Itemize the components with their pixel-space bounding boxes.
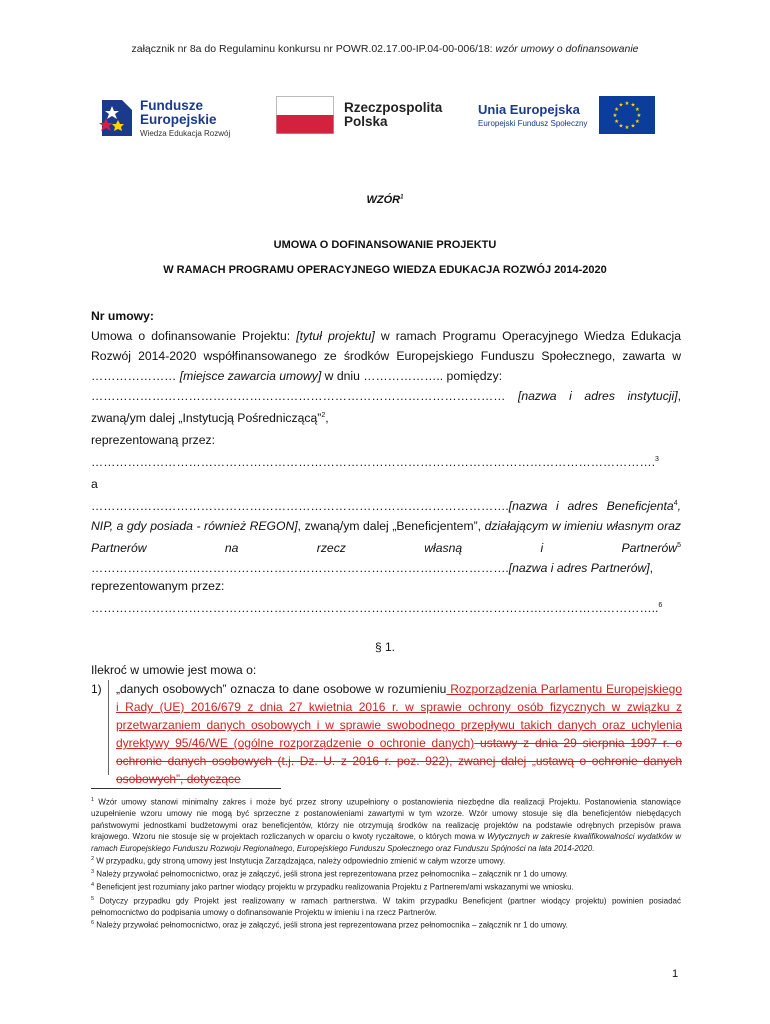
- fe-sub: Wiedza Edukacja Rozwój: [140, 128, 231, 138]
- agreement-subtitle: W RAMACH PROGRAMU OPERACYJNEGO WIEDZA EDUKACJA ROZWÓJ 2014-2020: [163, 264, 607, 276]
- institution-text: , zwaną/ym dalej „Instytucją Pośredniczącą”: [91, 389, 681, 426]
- beneficiary-dots: ………………………………………………………………………………………….: [91, 499, 509, 514]
- wzor-title: [0, 194, 770, 206]
- institution-comma: ,: [325, 411, 329, 426]
- dots-1-footnote-ref: 3: [655, 456, 659, 463]
- project-title-placeholder: [tytuł projektu]: [296, 329, 375, 343]
- item-1-inserted-text: Rozporządzenia Parlamentu Europejskiego i Rady (UE) 2016/679 z dnia 27 kwietnia 2016 r. w sprawie ochrony osób fizycznych w związku z przetwarzaniem danych osobowych i w sprawie swobodnego przepływu takich danych oraz uchylenia dyrektywy 95/46/WE (ogólne rozporządzenie o ochronie danych): [116, 682, 682, 750]
- footnote-4-text: Beneficjent jest rozumiany jako partner wiodący projektu w przypadku realizowania Projektu z Partnerem/ami wskazanymi we wniosku.: [94, 883, 574, 893]
- partners-comma: ,: [649, 561, 654, 576]
- unia-europejska-logo: [478, 96, 655, 134]
- rzeczpospolita-polska-logo: [276, 96, 442, 134]
- footnote-1-text: Wzór umowy stanowi minimalny zakres i może być przez strony uzupełniony o postanowienia niezbędne dla realizacji Projektu. Postanowienia stanowiące uzupełnienie wzoru umowy nie mogą być sprzeczne z postanowieniami zawartymi w tym wzorze. Wzór umowy stosuje się dla beneficjentów niebędących państwowymi jednostkami budżetowymi oraz beneficjentów, którzy nie otrzymują środków na realizację projektów na podstawie odrębnych przepisów prawa krajowego. Wzoru nie stosuje się w projektach rozliczanych w oparciu o kwoty ryczałtowe, o których mowa w: [91, 797, 681, 842]
- footnotes: [91, 795, 681, 931]
- beneficiary-text: , zwaną/ym dalej „Beneficjentem”,: [297, 519, 485, 534]
- section-1-sign: § 1.: [374, 640, 395, 654]
- institution-party: [91, 386, 681, 428]
- section-1-intro: Ilekroć w umowie jest mowa o:: [91, 663, 257, 677]
- dots-1: ………………………………………………………………………………………………………………………….: [91, 455, 656, 470]
- fe-line2: Europejskie: [140, 111, 217, 127]
- institution-dots: …………………………………………………………………………………………: [91, 389, 518, 403]
- eu-star-icon: ★: [618, 102, 624, 109]
- eu-star-icon: ★: [635, 107, 641, 113]
- represented-by-1: reprezentowaną przez:: [91, 433, 215, 447]
- eu-star-icon: ★: [624, 125, 630, 131]
- dots-2: …………………………………………………………………………………………………………………………..: [91, 601, 659, 616]
- header-note-prefix: załącznik nr 8a do Regulaminu konkursu nr POWR.02.17.00-IP.04-00-006/18:: [131, 43, 496, 55]
- footnote-separator: [91, 788, 281, 789]
- item-1-number: 1): [91, 682, 102, 696]
- ue-line1: Unia Europejska: [478, 101, 580, 117]
- footnote-4: [91, 880, 681, 893]
- eu-star-icon: ★: [618, 123, 624, 130]
- fe-line1: Fundusze: [140, 97, 203, 113]
- logo-bar: [98, 96, 678, 148]
- footnote-5: [91, 894, 681, 919]
- eu-star-icon: ★: [630, 123, 636, 130]
- eu-star-icon: ★: [636, 113, 642, 119]
- header-note-italic: wzór umowy o dofinansowanie: [495, 43, 639, 55]
- wzor-footnote-ref: 1: [400, 194, 404, 201]
- footnote-5-num: 5: [91, 895, 95, 902]
- beneficiary-footnote-ref: 4: [673, 500, 678, 507]
- nr-umowy-label: Nr umowy:: [91, 309, 154, 323]
- footnote-1-italic: Wytycznych w zakresie kwalifikowalności wydatków w ramach Europejskiego Funduszu Rozwoju Regionalnego, Europejskiego Funduszu Społecznego oraz Funduszu Spójności na lata 2014-2020.: [91, 832, 681, 853]
- place-placeholder: [miejsce zawarcia umowy]: [179, 369, 322, 383]
- beneficiary-placeholder: [nazwa i adres Beneficjenta: [508, 499, 674, 514]
- tracked-change-bar: [108, 680, 109, 775]
- eu-star-icon: ★: [630, 102, 636, 109]
- footnote-6-text: Należy przywołać pełnomocnictwo, oraz je załączyć, jeśli strona jest reprezentowana przez pełnomocnika – załącznik nr 1 do umowy.: [94, 920, 568, 930]
- beneficiary-nip: , NIP, a gdy posiada - również REGON]: [91, 499, 681, 534]
- beneficiary-partners: działającym w imieniu własnym oraz Partnerów na rzecz własną i Partnerów: [91, 519, 681, 556]
- footnote-2-num: 2: [91, 856, 95, 863]
- institution-footnote-ref: 2: [321, 412, 326, 419]
- representative-dots-2: [91, 596, 681, 618]
- ue-sub: Europejski Fundusz Społeczny: [478, 118, 588, 128]
- intro-text-c: w ramach Programu Operacyjnego Wiedza Edukacja Rozwój 2014-2020 współfinansowanego ze środków Europejskiego Funduszu Społecznego, zawarta w …………………: [91, 329, 681, 383]
- page-number: 1: [672, 968, 679, 980]
- eu-star-icon: ★: [612, 113, 618, 119]
- footnote-3: [91, 867, 681, 880]
- eu-star-icon: ★: [614, 107, 620, 113]
- definition-item-1: [91, 680, 682, 788]
- item-1-text: „danych osobowych” oznacza to dane osobowe w rozumieniu: [116, 682, 447, 696]
- rp-line2: Polska: [344, 114, 388, 129]
- institution-placeholder: [nazwa i adres instytucji]: [517, 389, 678, 403]
- rp-line1: Rzeczpospolita: [344, 100, 443, 115]
- footnote-4-num: 4: [91, 882, 95, 889]
- fundusze-europejskie-icon: [98, 96, 134, 140]
- footnote-2: [91, 854, 681, 867]
- eu-flag-icon: [599, 96, 655, 134]
- conjunction-a: a: [91, 477, 98, 491]
- dots-2-footnote-ref: 6: [658, 602, 663, 609]
- agreement-title: UMOWA O DOFINANSOWANIE PROJEKTU: [273, 239, 497, 251]
- footnote-1: [91, 795, 681, 854]
- eu-star-icon: ★: [624, 101, 630, 107]
- intro-text-a: Umowa o dofinansowanie Projektu:: [91, 329, 297, 343]
- footnote-5-text: Dotyczy przypadku gdy Projekt jest realizowany w ramach partnerstwa. W takim przypadku Beneficjent (partner wiodący projektu) powinien posiadać pełnomocnictwo do podpisania umowy o dofinansowanie Projektu w imieniu i na rzecz Partnerów.: [91, 896, 681, 917]
- agreement-intro: [91, 326, 681, 386]
- wzor-text: WZÓR: [366, 194, 401, 206]
- eu-star-icon: ★: [614, 119, 620, 125]
- footnote-6: [91, 918, 681, 931]
- footnote-3-num: 3: [91, 869, 95, 876]
- footnote-2-text: W przypadku, gdy stroną umowy jest Instytucja Zarządzająca, należy odpowiednio zmienić w całym wzorze umowy.: [94, 856, 506, 866]
- beneficiary-party: [91, 494, 681, 578]
- eu-star-icon: ★: [635, 119, 641, 125]
- intro-text-e: w dniu ……………….. pomiędzy:: [321, 369, 503, 383]
- representative-dots-1: [91, 450, 681, 472]
- footnote-6-num: 6: [91, 920, 95, 927]
- footnote-1-num: 1: [91, 797, 95, 803]
- item-1-deleted-text: ustawy z dnia 29 sierpnia 1997 r. o ochronie danych osobowych (t.j. Dz. U. z 2016 r. poz. 922), zwanej dalej „ustawą o ochronie danych osobowych”, dotyczące: [116, 736, 682, 786]
- footnote-3-text: Należy przywołać pełnomocnictwo, oraz je załączyć, jeśli strona jest reprezentowana przez pełnomocnika – załącznik nr 1 do umowy.: [94, 869, 568, 879]
- represented-by-2: reprezentowanym przez:: [91, 579, 225, 593]
- polish-flag-icon: [276, 96, 334, 134]
- partners-footnote-ref: 5: [677, 542, 681, 550]
- partners-placeholder: [nazwa i adres Partnerów]: [508, 561, 650, 576]
- partners-dots: ………………………………………………………………………………………….: [91, 561, 509, 576]
- header-note: [0, 43, 770, 55]
- fundusze-europejskie-logo: [98, 96, 230, 140]
